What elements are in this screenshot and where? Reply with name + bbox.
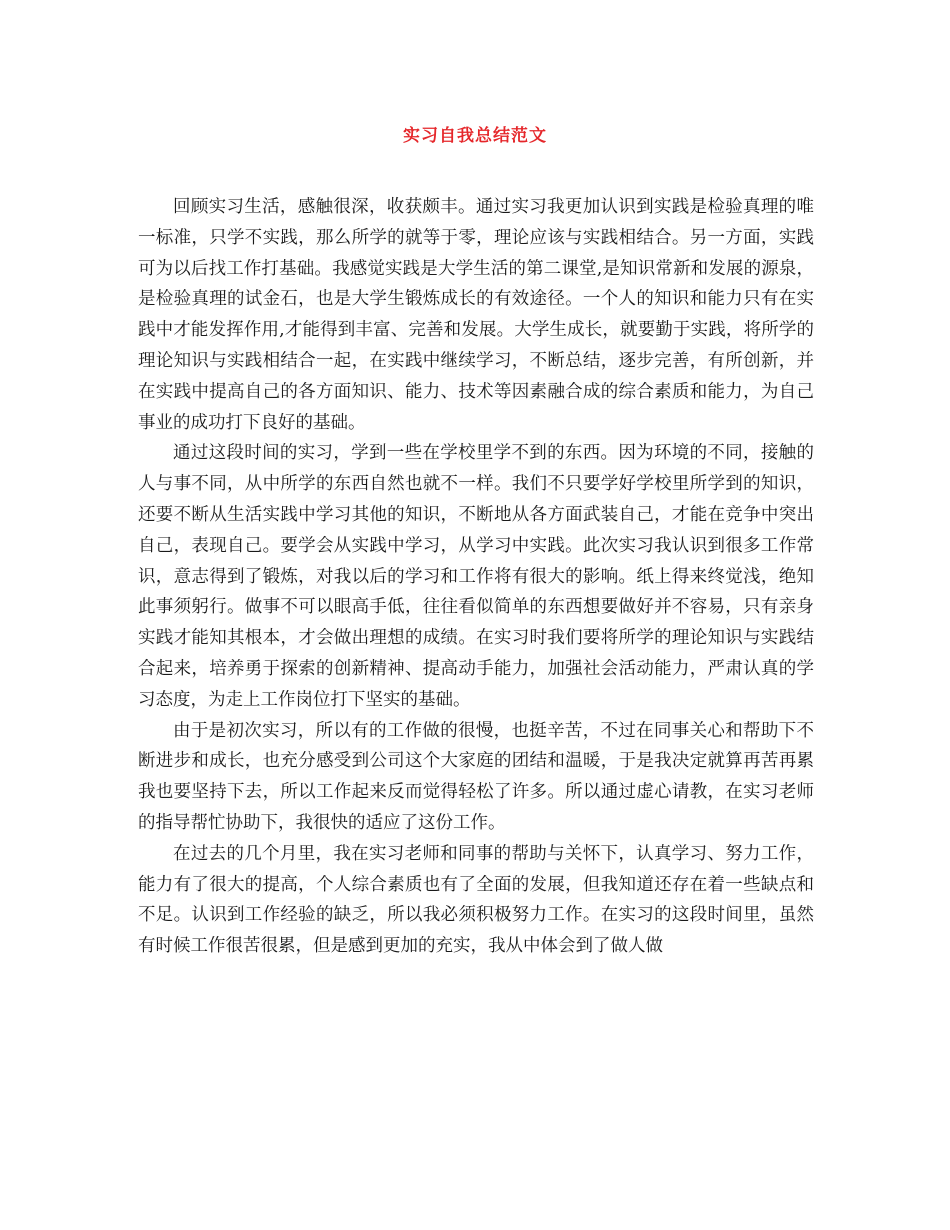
document-body bbox=[138, 192, 814, 962]
paragraph-2: 通过这段时间的实习，学到一些在学校里学不到的东西。因为环境的不同，接触的人与事不同，从中所学的东西自然也就不一样。我们不只要学好学校里所学到的知识，还要不断从生活实践中学习其他的知识，不断地从各方面武装自己，才能在竞争中突出自己，表现自己。要学会从实践中学习，从学习中实践。此次实习我认识到很多工作常识，意志得到了锻炼，对我以后的学习和工作将有很大的影响。纸上得来终觉浅，绝知此事须躬行。做事不可以眼高手低，往往看似简单的东西想要做好并不容易，只有亲身实践才能知其根本，才会做出理想的成绩。在实习时我们要将所学的理论知识与实践结合起来，培养勇于探索的创新精神、提高动手能力，加强社会活动能力，严肃认真的学习态度，为走上工作岗位打下坚实的基础。 bbox=[138, 443, 814, 710]
paragraph-4: 在过去的几个月里，我在实习老师和同事的帮助与关怀下，认真学习、努力工作，能力有了很大的提高，个人综合素质也有了全面的发展，但我知道还存在着一些缺点和不足。认识到工作经验的缺乏，所以我必须积极努力工作。在实习的这段时间里，虽然有时候工作很苦很累，但是感到更加的充实，我从中体会到了做人做 bbox=[138, 843, 814, 957]
paragraph-3: 由于是初次实习，所以有的工作做的很慢，也挺辛苦，不过在同事关心和帮助下不断进步和成长，也充分感受到公司这个大家庭的团结和温暖，于是我决定就算再苦再累我也要坚持下去，所以工作起来反而觉得轻松了许多。所以通过虚心请教，在实习老师的指导帮忙协助下，我很快的适应了这份工作。 bbox=[138, 720, 814, 833]
paragraph-1: 回顾实习生活，感触很深，收获颇丰。通过实习我更加认识到实践是检验真理的唯一标准，只学不实践，那么所学的就等于零，理论应该与实践相结合。另一方面，实践可为以后找工作打基础。我感觉实践是大学生活的第二课堂,是知识常新和发展的源泉，是检验真理的试金石，也是大学生锻炼成长的有效途径。一个人的知识和能力只有在实践中才能发挥作用,才能得到丰富、完善和发展。大学生成长，就要勤于实践，将所学的理论知识与实践相结合一起，在实践中继续学习，不断总结，逐步完善，有所创新，并在实践中提高自己的各方面知识、能力、技术等因素融合成的综合素质和能力，为自己事业的成功打下良好的基础。 bbox=[138, 197, 814, 433]
document-title: 实习自我总结范文 bbox=[403, 126, 547, 146]
